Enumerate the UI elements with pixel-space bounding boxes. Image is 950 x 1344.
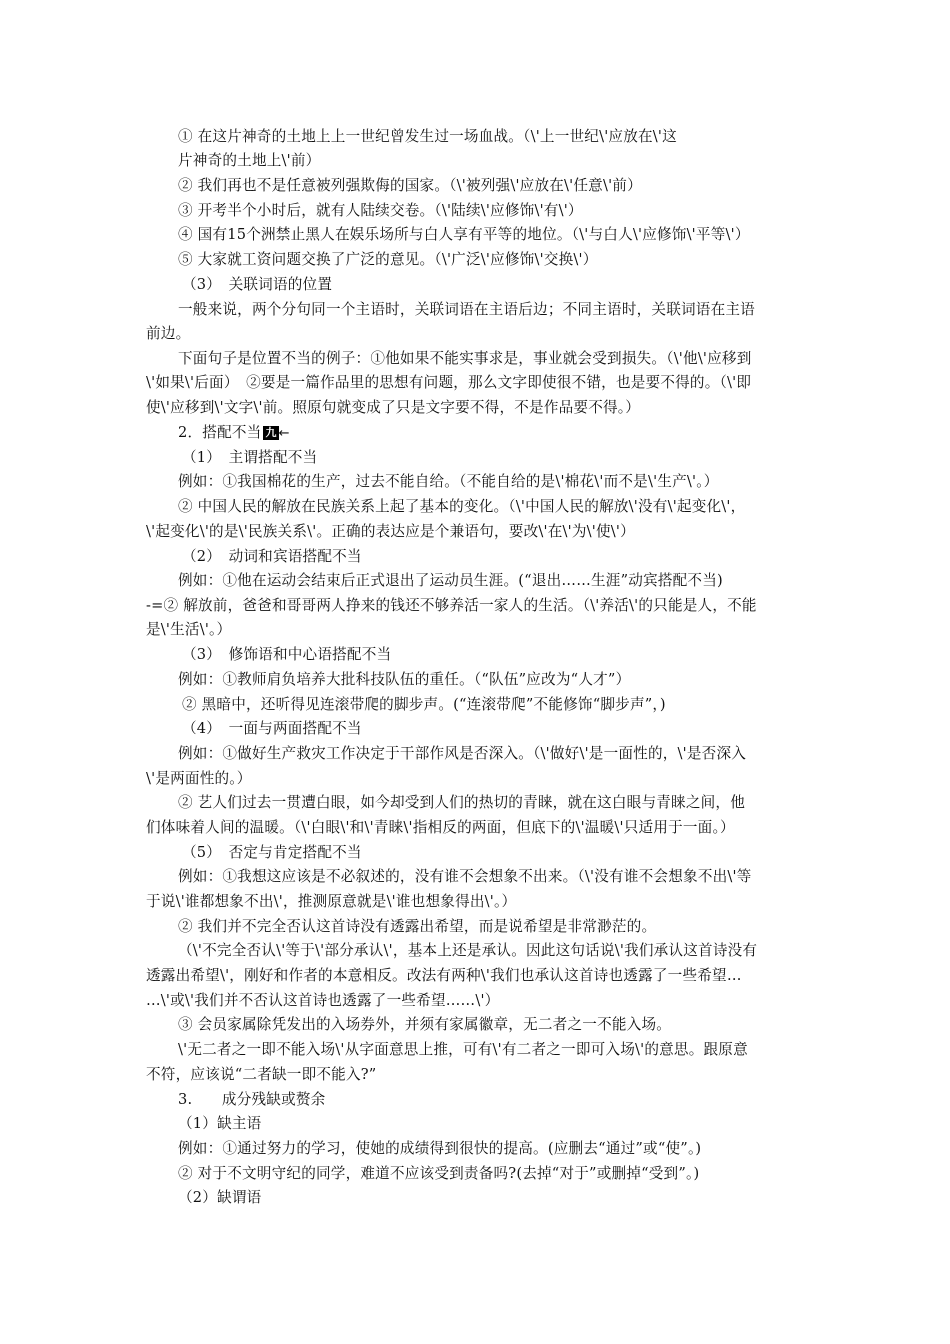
section-heading: （3） 关联词语的位置 (182, 276, 333, 293)
text-line: ② 中国人民的解放在民族关系上起了基本的变化。（\'中国人民的解放\'没有\'起变化\'， (178, 498, 746, 515)
text-line: ③ 开考半个小时后，就有人陆续交卷。（\'陆续\'应修饰\'有\'） (178, 202, 583, 219)
heading-text: 2．搭配不当 (178, 424, 262, 441)
text-line: ④ 国有15个洲禁止黑人在娱乐场所与白人享有平等的地位。（\'与白人\'应修饰\'平等\'） (178, 226, 750, 243)
section-heading: （4） 一面与两面搭配不当 (182, 720, 362, 737)
text-line: \'起变化\'的是\'民族关系\'。正确的表达应是个兼语句，要改\'在\'为\'使\'） (146, 523, 635, 540)
text-line: …\'或\'我们并不否认这首诗也透露了一些希望……\'） (146, 992, 500, 1009)
text-line: ② 对于不文明守纪的同学，难道不应该受到责备吗?(去掉“对于”或删掉“受到”。) (178, 1165, 700, 1182)
marker-badge: 九 (265, 426, 277, 439)
text-line: \'无二者之一即不能入场\'从字面意思上推，可有\'有二者之一即可入场\'的意思。跟原意 (178, 1041, 748, 1058)
text-line: 透露出希望\'，刚好和作者的本意相反。改法有两种\'我们也承认这首诗也透露了一些希望… (146, 967, 742, 984)
text-line: 下面句子是位置不当的例子：①他如果不能实事求是，事业就会受到损失。（\'他\'应移到 (178, 350, 752, 367)
text-line: ① 在这片神奇的土地上上一世纪曾发生过一场血战。（\'上一世纪\'应放在\'这 (178, 128, 677, 145)
text-line: \'如果\'后面） ②要是一篇作品里的思想有问题，那么文字即使很不错，也是要不得的。（\'即 (146, 374, 752, 391)
text-line: ② 我们再也不是任意被列强欺侮的国家。（\'被列强\'应放在\'任意\'前） (178, 177, 642, 194)
text-line: 前边。 (146, 325, 191, 342)
text-line: ⑤ 大家就工资问题交换了广泛的意见。（\'广泛\'应修饰\'交换\'） (178, 251, 598, 268)
text-line: 们体味着人间的温暖。（\'白眼\'和\'青睐\'指相反的两面，但底下的\'温暖\'只适用于一面。） (146, 819, 735, 836)
section-heading: （2） 动词和宾语搭配不当 (182, 548, 362, 565)
text-line: ② 艺人们过去一贯遭白眼，如今却受到人们的热切的青睐，就在这白眼与青睐之间，他 (178, 794, 746, 811)
text-line: 使\'应移到\'文字\'前。照原句就变成了只是文字要不得，不是作品要不得。） (146, 399, 641, 416)
text-line: 例如：①他在运动会结束后正式退出了运动员生涯。(“退出……生涯”动宾搭配不当) (178, 572, 723, 589)
text-line: 例如：①我国棉花的生产，过去不能自给。（不能自给的是\'棉花\'而不是\'生产\'。） (178, 473, 719, 490)
text-line: 片神奇的土地上\'前） (178, 152, 321, 169)
text-line: -=② 解放前，爸爸和哥哥两人挣来的钱还不够养活一家人的生活。（\'养活\'的只能是人，不能 (146, 597, 757, 614)
section-heading: （2）缺谓语 (178, 1189, 262, 1206)
text-line: ② 我们并不完全否认这首诗没有透露出希望，而是说希望是非常渺茫的。 (178, 918, 657, 935)
text-line: 例如：①做好生产救灾工作决定于干部作风是否深入。（\'做好\'是一面性的，\'是否深入 (178, 745, 747, 762)
text-line: ③ 会员家属除凭发出的入场券外，并须有家属徽章，无二者之一不能入场。 (178, 1016, 672, 1033)
text-line: 一般来说，两个分句同一个主语时，关联词语在主语后边；不同主语时，关联词语在主语 (178, 301, 755, 318)
section-heading: （3） 修饰语和中心语搭配不当 (182, 646, 392, 663)
text-line: （\'不完全否认\'等于\'部分承认\'，基本上还是承认。因此这句话说\'我们承认这首诗没有 (178, 942, 758, 959)
text-line: 例如：①我想这应该是不必叙述的，没有谁不会想象不出来。（\'没有谁不会想象不出\'等 (178, 868, 752, 885)
text-line: 例如：①通过努力的学习，使她的成绩得到很快的提高。(应删去“通过”或“使”。) (178, 1140, 702, 1157)
text-line: 不符，应该说“二者缺一即不能入?” (146, 1066, 377, 1083)
section-heading: （1）缺主语 (178, 1115, 262, 1132)
text-line: ② 黑暗中，还听得见连滚带爬的脚步声。(“连滚带爬”不能修饰“脚步声”，) (182, 696, 666, 713)
text-line: \'是两面性的。） (146, 770, 252, 787)
text-line: 例如：①教师肩负培养大批科技队伍的重任。（“队伍”应改为“人才”） (178, 671, 631, 688)
section-heading (178, 423, 290, 444)
section-heading: 3. 成分残缺或赘余 (178, 1091, 326, 1108)
section-heading: （5） 否定与肯定搭配不当 (182, 844, 362, 861)
section-heading: （1） 主谓搭配不当 (182, 449, 318, 466)
text-line: 是\'生活\'。） (146, 621, 232, 638)
text-line: 于说\'谁都想象不出\'，推测原意就是\'谁也想象得出\'。） (146, 893, 517, 910)
left-arrow-icon: ← (278, 426, 290, 441)
